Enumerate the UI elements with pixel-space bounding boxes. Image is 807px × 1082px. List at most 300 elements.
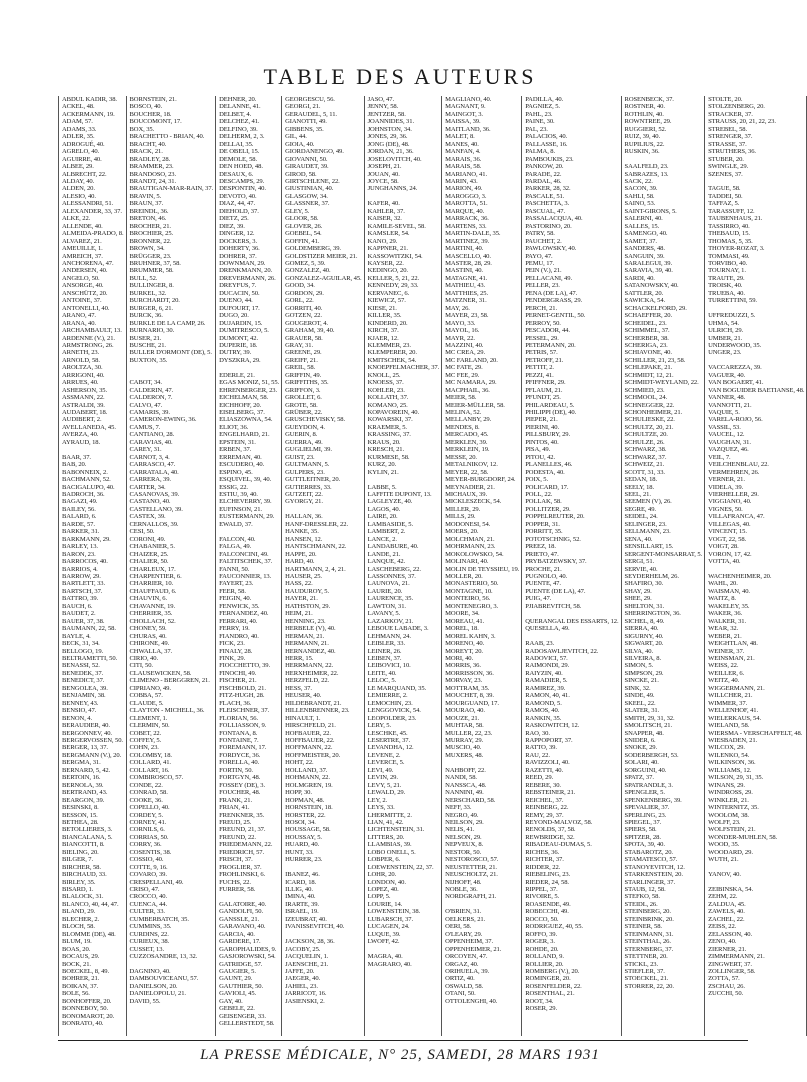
index-entry: BURGER, 6, 21. [129,304,173,312]
index-entry: RIEBELING, 23. [525,871,571,879]
index-entry: HERR, 15. [285,654,314,662]
index-entry: HERMAN, 21. [285,632,325,640]
index-entry: BESINSKI, 8. [62,804,99,812]
index-entry: ANTONELLI, 40. [62,304,110,312]
index-entry: VAUCEL, 12. [708,431,745,439]
index-entry: WOODARD, 29. [708,848,753,856]
index-entry: KINDERD, 20. [367,319,408,327]
index-entry: MARTINEZ, 39. [445,237,490,245]
index-entry: NANNINI, 49. [445,789,484,797]
index-entry: ARRUES, 40. [62,379,99,387]
index-entry: CASTEX, 39. [129,513,166,521]
index-entry: DUCACIN, 50. [219,289,260,297]
index-entry: MUXERS, 48. [445,751,484,759]
index-entry: MARAIS, 36. [445,155,482,163]
index-entry: WILKINSON, 36. [708,759,756,767]
index-entry: ORTIZ, 40. [445,975,475,983]
index-entry: HEUSER, 40. [285,692,322,700]
index-entry: SAINO, 53. [624,200,656,208]
index-entry: FOREMANN, 17. [219,744,267,752]
index-entry: HORSTER, 22. [285,811,326,819]
index-column [705,96,807,1036]
index-entry: CARAVIAS, 40. [129,438,173,446]
index-entry: GRUSCHEVISKY, 58. [285,416,346,424]
index-entry: MOHRMANN, 23. [445,543,496,551]
index-entry: PASCUAL, 47. [525,207,565,215]
index-entry: RASKOWITCH, 12. [525,722,580,730]
index-entry: BERGMA, 31. [62,759,101,767]
index-entry: GUTIERRES, 33. [285,483,332,491]
index-entry: WIELERKAUS, 54. [708,714,762,722]
index-entry: WACHENHEIMER, 20. [708,573,772,580]
index-entry: LOBO ONELL, 5. [367,848,416,856]
index-entry: SPATRANDLE, 3. [624,781,673,789]
index-entry: EDERLE, 21. [219,371,255,379]
index-entry: ANTOINE, 37. [62,297,102,305]
index-entry: ALLENDE, 40. [62,222,103,230]
index-entry: PITOU, 42. [525,453,556,461]
index-entry: PENDERGRASS, 29. [525,297,583,305]
index-entry [130,372,214,379]
index-entry: BUSER, 21. [129,334,162,342]
index-entry: BLALOCK, 31. [62,893,104,901]
index-entry: FOLLIASSON, 9. [219,722,267,730]
index-entry: SCHERIGA, 23. [624,341,668,349]
index-entry: OTANI, 50. [445,990,476,998]
index-entry: BRAUN, 37. [129,200,164,208]
index-entry: STEINTHAL, 26. [624,938,671,946]
index-entry: JARRICOT, 16. [285,990,327,998]
index-entry: STERNBERG, 37. [624,945,674,953]
index-entry: WEILLER, 6. [708,669,745,677]
index-entry: ARRIGONI, 40. [62,371,105,379]
index-entry: MC NAMARA, 29. [445,379,497,387]
index-entry: EISELBERG, 37. [219,409,265,417]
index-entry: UNDERWOOD, 35. [708,341,762,349]
index-entry: STARLINGER, 37. [624,878,676,886]
index-entry: PAGNIEZ, 5. [525,103,560,111]
index-entry: BARROCOS, 40. [62,558,108,566]
index-entry: RIVOIRE, 5. [525,893,560,901]
index-entry: KANO, 29. [367,237,398,245]
index-entry: ZINGWERT, 37. [708,960,752,968]
index-entry: HOFBAUER, 22. [285,729,331,737]
index-entry: GIROD, 58. [285,170,317,178]
index-entry: ROFFO, 39. [525,930,558,938]
index-entry: OERI, 58. [445,923,472,931]
index-entry: NIJHOFF, 48. [445,878,482,886]
index-entry: AMEUILLE, 1. [62,245,103,253]
index-entry: FIANDRO, 40. [219,632,259,640]
index-entry: DELBET, 4. [219,110,252,118]
index-entry: CHIRONE, 49. [129,640,170,648]
index-entry: DIEZ, 39. [219,222,245,230]
index-entry: WOOD, 35. [708,841,740,849]
index-entry: VIGNES, 50. [708,505,743,513]
index-entry [708,864,804,871]
index-entry: UFFREDUZZI, 5. [708,312,756,320]
index-entry: ESSIG, 22. [219,483,248,491]
index-entry: MILLS, 29. [445,513,476,521]
index-entry: RIEDER, 24, 58. [525,878,569,886]
index-entry: KJAER, 12. [367,334,399,342]
index-entry: MC CREA, 29. [445,349,485,357]
index-entry: FIOCCHETTO, 39. [219,662,271,670]
index-entry: LAVANY, 5. [367,610,401,618]
index-entry: CHARLEUX, 17. [129,565,176,573]
index-entry: GREIFF, 21. [285,356,318,364]
index-entry [285,931,361,938]
index-entry: CHAVANNE, 19. [129,602,176,610]
index-entry: LAUNOVA, 21. [367,580,410,588]
index-entry: JAHIEL, 23. [285,982,318,990]
index-entry: LOWENSTEIN, 38. [367,908,421,916]
index-entry: BURKLE DE LA CAMP, 26. [129,319,206,327]
index-entry: KYLIN, 21. [367,468,399,476]
index-entry: BENON, 4. [62,714,93,722]
index-entry [62,446,124,453]
index-entry: DOCKERS, 3. [219,237,258,245]
index-entry: POTOTSCHNIG, 52. [525,535,581,543]
index-entry: PFIFFNER, 29. [525,379,566,387]
index-entry: CHARPENTIER, 6. [129,573,182,580]
index-entry [525,610,618,617]
index-entry: CHERRIER, 35. [129,610,173,618]
index-entry: NOBLE, 36. [445,886,478,894]
index-entry: LEVENE, 2. [367,751,401,759]
index-entry: CRISO, 47. [129,886,160,894]
index-entry: LANCE, 2. [367,535,397,543]
index-entry: BRACK, 21. [129,148,163,156]
index-entry: BETOLLIERES, 3. [62,826,113,834]
index-entry: DUENO, 44. [219,297,253,305]
index-entry: ISRAEL, 19. [285,908,319,916]
index-entry: NORDGRAFH, 21. [445,893,497,901]
index-entry: SANDERS, 48. [624,245,665,253]
index-entry: VAN BOGUIDER BAETIANSE, 48. [708,386,805,394]
index-entry: ESQUIVEL, 39, 40. [219,476,272,484]
index-entry: KAFER, 40. [367,200,400,208]
index-entry: IBANEZ, 46. [285,871,320,879]
index-entry: GOEBEL, 54. [285,230,322,238]
index-entry: FERRARI, 40. [219,617,258,625]
index-entry: AROLTZA, 30. [62,364,103,372]
index-entry: BAGAZI, 49. [62,498,98,506]
index-entry: ESTIU, 39, 40. [219,491,258,499]
index-entry: LEVY, 5, 21. [367,781,402,789]
index-entry: FORDYCE, 36. [219,751,261,759]
index-entry: AVERZA, 40. [62,431,99,439]
index-entry: SPIERS, 58. [624,826,657,834]
index-entry: AUDIBERT, 2. [62,416,102,424]
index-entry: PEIN (V.), 21. [525,267,562,275]
index-entry: FREUD, 25. [219,818,252,826]
index-entry: TRUEBA, 40. [708,289,745,297]
index-entry: GANDOLFI, 50. [219,908,264,916]
index-entry: LWOFF, 42. [367,938,400,946]
index-entry: CHWALLA, 37. [129,647,173,655]
index-entry: STRENGER, 37. [708,133,753,141]
index-entry: GUTTLEITNER, 20. [285,476,341,484]
index-entry: SZENES, 37. [708,170,743,178]
index-entry: STOECKEL, 21. [624,975,669,983]
index-entry: BUSCHE, 21. [129,341,166,349]
index-entry: VANNOTTI, 21. [708,401,752,409]
index-entry: HATHSTON, 29. [285,602,331,610]
index-entry: OSWALD, 58. [445,982,484,990]
index-entry: CHONEY, 59. [129,625,167,633]
index-entry: VEILCHENBLAU, 22. [708,461,769,469]
index-entry: SCHWARZ, 38. [624,446,667,454]
index-entry: BOHRER, 21. [62,975,100,983]
index-entry: SCHERBER, 38. [624,334,669,342]
index-entry: WOLFF, 23. [708,818,741,826]
index-entry: BOCK, 21. [62,960,91,968]
index-entry: MULLER, 22, 23. [445,729,493,737]
index-entry: HERRMANN, 22. [285,662,334,670]
index-entry: RUSKIN, 36. [624,148,660,156]
index-entry: MORRISSON, 36. [445,669,494,677]
index-entry: DREVERMANN, 26. [219,274,276,282]
index-entry: BENASSI, 52. [62,662,100,670]
index-entry: RAZETTI, 40. [525,766,564,774]
index-entry: FALCON, 40. [219,535,256,543]
index-entry: LANDE, 21. [367,550,401,558]
index-entry: SCHMIDT, 12, 21. [624,371,674,379]
index-entry: WILCOX, 29. [708,744,745,752]
index-entry: KAMSLER, 54. [367,230,410,238]
index-entry: SMOLITSCH, 21. [624,722,673,730]
index-entry: BRADLEY, 28. [129,155,171,163]
index-entry: ABDUL KADIR, 38. [62,96,117,103]
index-entry: MOORE, 34. [445,610,480,618]
index-entry: HARTMANN, 2, 4, 21. [285,565,346,573]
index-entry: REBSTEINER, 21. [525,789,576,797]
index-entry: CUENCA, 44. [129,900,168,908]
index-entry: HAYER, 21. [285,595,318,603]
index-entry: FORTIN, 50. [219,766,253,774]
index-entry: FROGLIER, 37. [219,863,262,871]
index-entry: BIANCOTTI, 8. [62,841,105,849]
index-entry: MARTIN-DALE, 35. [445,230,501,238]
index-entry: MERCADO, 45. [445,431,489,439]
index-entry: CASTANO, 40. [129,498,171,506]
index-entry: KRAEMER, 5. [367,423,407,431]
index-entry: FEER, 58. [219,587,246,595]
index-entry: COLLART, 16. [129,766,170,774]
index-entry: LAMBERT, 2. [367,528,406,536]
index-entry: BUXTON, 35. [129,356,168,364]
index-entry: LUQUE, 39. [367,930,401,938]
index-entry: STRACKER, 37. [708,110,753,118]
index-entry: MERKLEN, 39. [445,438,488,446]
index-entry: LEVIN, 29. [367,774,398,782]
index-entry: LHERMITTE, 2. [367,811,412,819]
index-entry: BAUCH, 6. [62,602,93,610]
index-entry: BRAMMER, 23. [129,163,174,171]
index-entry: HANF-DRESSLER, 22. [285,520,348,528]
index-entry: COBBA, 57. [129,692,163,700]
index-entry: WEISS, 22. [708,662,739,670]
index-entry: RUGGIERI, 52. [624,125,667,133]
index-entry: SEEMEN (V), 26. [624,498,672,506]
index-entry: HAUDUROY, 5. [285,587,330,595]
index-entry: PETTIT, 2. [525,364,554,372]
index-entry: MENDES, 8. [445,423,480,431]
index-entry: SACK, 22. [624,177,653,185]
index-entry: HOFFMEISTER, 20. [285,751,341,759]
index-entry: JUNGHANNS, 24. [367,185,418,193]
index-entry: STORRER, 22, 20. [624,982,674,990]
index-entry: GEORGI, 21. [285,103,321,111]
index-entry: FINALY, 28. [219,647,253,655]
index-entry: BABONNEIX, 2. [62,468,108,476]
index-entry: BIRLEY, 35. [62,878,96,886]
index-entry [708,178,804,185]
index-entry: MAYOL, 16. [445,327,480,335]
index-entry: PALMA, 8. [525,148,556,156]
index-entry: SALERNI, 40. [624,215,663,223]
index-entry: VILLEGAS, 40. [708,520,751,528]
index-entry: GELLERSTEDT, 58. [219,1020,275,1028]
index-entry: RAVIZZOLI, 40. [525,759,570,767]
index-entry: NEUSTETTER, 21. [445,863,497,871]
index-entry: FISCHBOLD, 21. [219,684,266,692]
index-entry: ROGER, 3. [525,938,555,946]
index-entry: ZEISS, 22. [708,923,737,931]
index-entry: CASANOVAS, 39. [129,491,180,499]
index-entry: PELLACANI, 49. [525,274,572,282]
index-entry: GUEYDON, 4. [285,423,325,431]
index-entry: LEVANDHA, 12. [367,744,414,752]
index-entry: BACHMANN, 52. [62,476,111,484]
index-entry: GRAHAM, 39, 40. [285,327,335,335]
index-entry: BOIKAN, 37. [62,982,99,990]
index-entry: PALLASSE, 16. [525,140,568,148]
index-entry: SILVA, 40. [624,647,654,655]
index-entry: RAIYZIN, 40. [525,669,563,677]
index-entry: IRARTE, 39. [285,900,319,908]
index-entry: FORTGYN, 48. [219,774,261,782]
index-entry: VARELA-ROJO, 56. [708,416,763,424]
index-entry: WIERSMA - VERSCHAFFELT, 48. [708,729,803,737]
index-entry: FALTITSCHEK, 37. [219,558,273,566]
index-entry: SNOKE, 29. [624,744,658,752]
index-entry: SELINGER, 23. [624,520,667,528]
index-entry: CLAYTON - MICHELL, 36. [129,707,205,715]
index-entry: ASSMANN, 22. [62,394,105,402]
index-entry: GIORDANENGO, 49. [285,148,344,156]
index-entry: DIEHOLD, 37. [219,207,259,215]
index-entry: KAHLER, 37. [367,207,405,215]
index-entry: FROHLINSKI, 6. [219,871,266,879]
index-entry: MOURGUAND, 17. [445,699,499,707]
index-entry: GUTZEIT, 22. [285,491,323,499]
index-entry: POIX, 5. [525,476,549,484]
index-entry: VAQUIE, 5. [708,409,740,417]
index-entry: EHRENBERGER, 23. [219,386,278,394]
index-entry: FRISCH, 37. [219,856,253,864]
index-entry: WOLFSTEIN, 21. [708,826,756,834]
index-entry: CLIMENO - BERGGREN, 21. [129,677,210,685]
index-entry: KLEMPERER, 20. [367,349,417,357]
index-entry: UNGER, 23. [708,349,742,357]
index-entry: ARANO, 47. [62,312,96,320]
index-entry: CORNILS, 6. [129,826,165,834]
index-entry: LAURIE, 20. [367,587,403,595]
index-entry: ROASENDE, 49. [525,900,571,908]
index-entry: PRYBATZEWSKY, 37. [525,558,587,566]
index-entry: HILDEBRANDT, 21. [285,699,342,707]
index-entry: DELFINO, 39. [219,125,258,133]
index-entry [219,364,279,371]
index-entry: PERNET-GENTIL, 50. [525,312,586,320]
index-entry [708,357,804,364]
index-entry: GLOOR, 58. [285,215,319,223]
index-entry: GONZALEZ, 40. [285,267,331,275]
index-entry: BERTOIN, 16. [62,774,101,782]
index-entry: GERAUDEL, 5, 11. [285,110,337,118]
index-entry: DESPONTIN, 40. [219,185,266,193]
index-entry: GUGLIELMI, 39. [285,446,332,454]
index-column [127,96,217,1036]
index-entry: SENA, 40. [624,535,653,543]
index-entry: SEDAN, 18. [624,476,658,484]
index-entry: WAKELEY, 35. [708,602,750,610]
index-entry: KRAUS, 20. [367,438,401,446]
index-entry: BERGERVOSSEN, 50. [62,736,123,744]
index-entry: SAMENGO, 40. [624,230,668,238]
index-entry: JENTZER, 58. [367,110,406,118]
index-entry: GIOIA, 40. [285,140,315,148]
index-entry: KOWARSKI, 37. [367,416,413,424]
index-entry: PASCALE, 51. [525,192,565,200]
index-entry: RAMADIER, 5. [525,677,568,685]
index-entry: FITZ-HUGH, 28. [219,692,265,700]
index-entry: LITTERS, 20. [367,833,405,841]
index-entry: ERBEN, 37. [219,446,252,454]
index-entry: TARASSUFF, 12. [708,207,755,215]
index-entry: GREENE, 29. [285,349,322,357]
index-entry: KNOESS, 37. [367,379,404,387]
index-entry: BARKMANN, 29. [62,535,111,543]
index-column [622,96,706,1036]
index-entry: FUCHS, 22. [219,878,251,886]
index-entry: SHEE, 29. [624,595,652,603]
index-entry: LAWTON, 31. [367,602,406,610]
index-entry: BARKER, 31. [62,528,100,536]
index-entry: MAGRARO, 40. [367,960,412,968]
index-entry: RODRIGUEZ, 40, 55. [525,923,583,931]
index-entry: GLOVER, 26. [285,222,323,230]
index-entry: LEITE, 40. [367,669,397,677]
index-entry: SNIDER, 6. [624,736,656,744]
footer-divider [58,1040,748,1041]
index-entry: WELLENHOF, 41. [708,707,759,715]
index-entry: HOHT, 22. [285,759,314,767]
index-entry: MANFAN, 4. [445,148,481,156]
index-entry: NEFF, 33. [445,804,472,812]
index-entry: HESS, 37. [285,684,312,692]
index-entry: ERREMAN, 40. [219,453,262,461]
index-entry: KIRCH, 37. [367,327,399,335]
index-entry: BIANCALANA, 5. [62,833,113,841]
index-entry: EUSTERMANN, 29. [219,513,275,521]
index-entry: LEYS, 33. [367,804,395,812]
index-entry: PAUCHET, 2. [525,237,562,245]
index-entry: FRENKNER, 35. [219,811,265,819]
index-entry: LEOPOLDER, 23. [367,714,417,722]
